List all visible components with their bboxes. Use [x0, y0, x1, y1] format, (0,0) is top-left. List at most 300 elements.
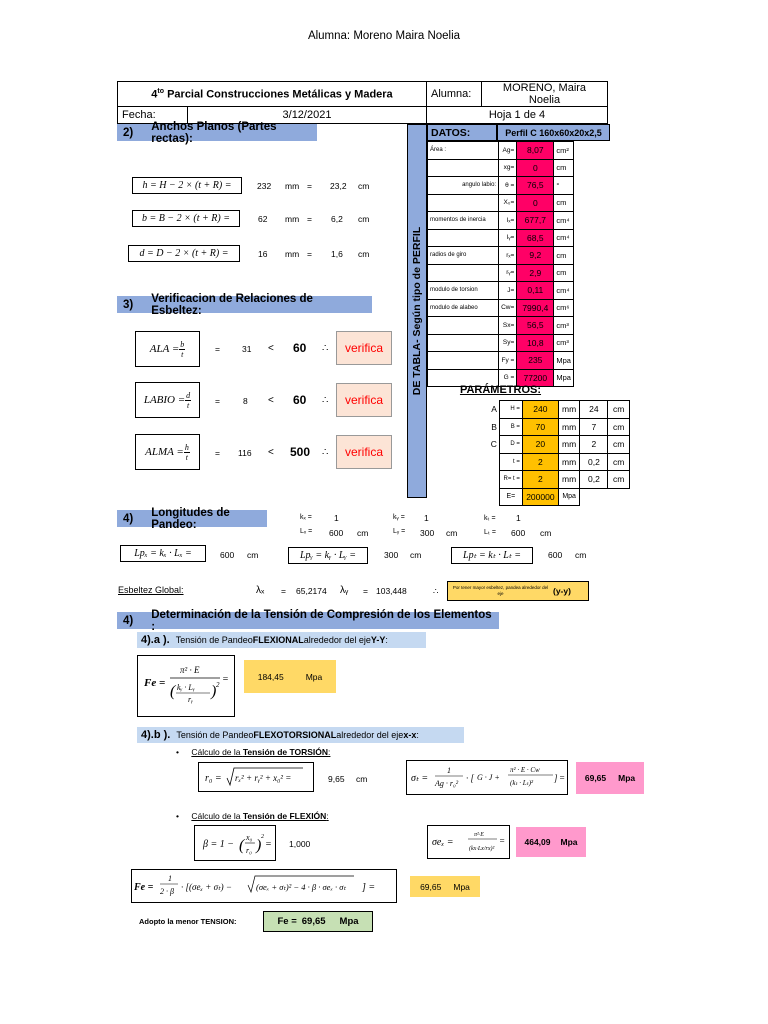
section-3-number: 3) — [123, 298, 134, 311]
labio-fraction — [185, 391, 191, 410]
datos-unit: cm⁴ — [554, 229, 574, 247]
datos-unit: Mpa — [554, 369, 574, 387]
ky-label: kᵧ = — [393, 514, 405, 521]
ly-label: Lᵧ = — [393, 528, 406, 535]
alma-num: h — [184, 442, 189, 452]
parametro-symbol: B = — [499, 418, 522, 436]
datos-unit: cm — [554, 247, 574, 265]
datos-symbol: G = — [499, 369, 517, 387]
h-mm-value: 232 — [257, 181, 272, 191]
parametro-mm-unit: mm — [558, 471, 580, 489]
fe-flexotorsional-result — [410, 876, 480, 897]
b-mm-unit: mm — [285, 214, 300, 224]
esbeltez-note — [447, 581, 589, 601]
datos-value: 2,9 — [517, 264, 554, 282]
adopt-value: 69,65 — [301, 916, 326, 927]
parametro-cm-unit: cm — [608, 453, 630, 471]
datos-row — [428, 142, 574, 160]
datos-value: 8,07 — [517, 142, 554, 160]
ala-formula — [135, 331, 200, 367]
hoja-value: Hoja 1 de 4 — [426, 107, 607, 124]
datos-unit: cm³ — [554, 334, 574, 352]
datos-row — [428, 229, 574, 247]
ala-limit: 60 — [293, 341, 307, 355]
svg-text:σeₓ =: σeₓ = — [432, 837, 454, 848]
kx-label: kₓ = — [300, 514, 312, 521]
exam-title-cell — [118, 82, 427, 107]
datos-value: 677,7 — [517, 212, 554, 230]
b-cm-unit: cm — [358, 214, 370, 224]
labio-limit: 60 — [293, 393, 307, 407]
datos-value: 10,8 — [517, 334, 554, 352]
sigma-ex-formula — [427, 825, 510, 859]
lpt-value: 600 — [548, 550, 563, 560]
exam-number: 4 — [151, 88, 158, 101]
svg-text:2: 2 — [261, 834, 264, 840]
bullet-flexion-pre: Cálculo de la — [191, 811, 243, 821]
fe-flexotorsional-unit: Mpa — [453, 881, 470, 892]
datos-desc — [428, 229, 499, 247]
labio-den: t — [187, 400, 190, 410]
section-2-header — [117, 120, 317, 145]
datos-desc: modulo de torsion — [428, 282, 499, 300]
parametro-e-symbol: E= — [499, 488, 522, 506]
parametro-e-unit: Mpa — [558, 488, 580, 506]
lx-label: Lₓ = — [300, 528, 313, 535]
alma-formula — [135, 434, 200, 470]
exam-title: Parcial Construcciones Metálicas y Madera — [167, 88, 393, 101]
lt-unit: cm — [540, 528, 552, 538]
lt-value: 600 — [511, 528, 526, 538]
lt-label: Lₜ = — [484, 529, 496, 536]
datos-row — [428, 334, 574, 352]
datos-symbol: Sx= — [499, 317, 517, 335]
fe-flexotorsional-formula — [131, 869, 397, 903]
labio-therefore: ∴ — [322, 395, 329, 406]
d-cm-unit: cm — [358, 249, 370, 259]
datos-desc: modulo de alabeo — [428, 299, 499, 317]
datos-unit: Mpa — [554, 352, 574, 370]
sub-4a-colon: : — [385, 635, 388, 645]
svg-text:1: 1 — [168, 874, 172, 883]
ala-name: ALA = — [149, 343, 180, 355]
lx-value: 600 — [329, 528, 344, 538]
section-3-title: Verificacion de Relaciones de Esbeltez: — [151, 292, 313, 317]
adopt-unit: Mpa — [339, 916, 359, 927]
datos-symbol: J= — [499, 282, 517, 300]
datos-value: 68,5 — [517, 229, 554, 247]
fe-flexional-unit: Mpa — [305, 671, 323, 682]
parametro-cm-value: 24 — [580, 401, 608, 419]
svg-text:): ) — [256, 837, 262, 854]
parametro-letter: A — [491, 404, 497, 415]
section-4b-number: 4) — [123, 614, 134, 627]
alma-den: t — [185, 452, 188, 462]
r0-unit: cm — [356, 774, 368, 784]
d-formula: d = D − 2 × (t + R) = — [128, 245, 240, 262]
datos-unit: cm⁴ — [554, 282, 574, 300]
d-mm-value: 16 — [258, 249, 268, 259]
lambda-y-value: 103,448 — [376, 586, 407, 596]
parametro-e-row — [480, 488, 630, 506]
sub-4b-colon: : — [416, 730, 419, 740]
svg-text:2: 2 — [216, 681, 220, 689]
parametro-symbol: D = — [499, 436, 522, 454]
datos-symbol: Iₓ= — [499, 212, 517, 230]
labio-value: 8 — [243, 396, 248, 406]
datos-row — [428, 352, 574, 370]
bullet-flexion — [176, 811, 329, 821]
section-4-tension-header — [117, 608, 499, 633]
parametro-mm-unit: mm — [558, 453, 580, 471]
datos-value: 76,5 — [517, 177, 554, 195]
datos-value: 0 — [517, 194, 554, 212]
parametro-value: 20 — [522, 436, 558, 454]
svg-text:=: = — [265, 839, 272, 850]
sub-4b-text-pre: Tensión de Pandeo — [176, 730, 254, 740]
datos-row — [428, 212, 574, 230]
sub-4a-label: 4).a ). — [141, 634, 170, 646]
adopt-label: Adopto la menor TENSION: — [139, 917, 237, 926]
datos-value: 77200 — [517, 369, 554, 387]
ala-therefore: ∴ — [322, 343, 329, 354]
h-mm-unit: mm — [285, 181, 300, 191]
parametro-row — [480, 418, 630, 436]
h-cm-unit: cm — [358, 181, 370, 191]
beta-formula-svg — [195, 826, 275, 860]
fe-flexional-value: 184,45 — [257, 671, 284, 682]
labio-name: LABIO = — [143, 394, 186, 406]
alma-therefore: ∴ — [322, 447, 329, 458]
bullet-torsion-bold: Tensión de TORSIÓN — [242, 747, 329, 757]
b-eq: = — [307, 214, 312, 224]
svg-text:): ) — [211, 683, 217, 700]
alma-lt: < — [268, 447, 274, 458]
fe-flexional-formula — [137, 655, 235, 717]
svg-text:1: 1 — [447, 766, 451, 775]
svg-text:(kx·Lx/rx)²: (kx·Lx/rx)² — [469, 846, 495, 852]
datos-symbol: Ag= — [499, 142, 517, 160]
kt-value: 1 — [516, 513, 521, 523]
datos-unit: cm² — [554, 142, 574, 160]
datos-row — [428, 264, 574, 282]
alma-fraction — [184, 443, 190, 462]
svg-text:kᵧ · Lᵧ: kᵧ · Lᵧ — [177, 683, 195, 692]
datos-desc: momentos de inercia — [428, 212, 499, 230]
datos-symbol: rᵧ= — [499, 264, 517, 282]
fe-flexional-formula-svg — [138, 656, 234, 716]
alma-limit: 500 — [290, 445, 311, 459]
parametro-letter: B — [491, 421, 497, 432]
bullet-torsion — [176, 747, 330, 757]
datos-symbol: xg= — [499, 159, 517, 177]
parametro-value: 70 — [522, 418, 558, 436]
parametro-row — [480, 436, 630, 454]
parametro-e-value: 200000 — [522, 488, 558, 506]
section-4a-number: 4) — [123, 512, 134, 525]
adopt-fe-label: Fe = — [277, 916, 297, 927]
alma-value: 116 — [238, 448, 252, 458]
datos-symbol: rₓ= — [499, 247, 517, 265]
svg-text:] =: ] = — [362, 882, 376, 893]
section-4b-title: Determinación de la Tensión de Compresión de los Elementos : — [151, 608, 492, 633]
sigma-t-unit: Mpa — [618, 773, 636, 783]
kx-value: 1 — [334, 513, 339, 523]
lpt-unit: cm — [575, 550, 587, 560]
section-4a-title: Longitudes de Pandeo: — [151, 506, 230, 531]
svg-text:π² · E · Cw: π² · E · Cw — [510, 766, 540, 774]
parametro-row — [480, 453, 630, 471]
ala-den: t — [181, 349, 184, 359]
parametro-cm-value: 7 — [580, 418, 608, 436]
fecha-label: Fecha: — [118, 107, 188, 124]
datos-row — [428, 177, 574, 195]
sigma-ex-value: 464,09 — [524, 837, 551, 847]
sub-4b-text-bold: FLEXOTORSIONAL — [253, 730, 337, 740]
alma-result: verifica — [336, 435, 392, 469]
datos-profile: Perfil C 160x60x20x2,5 — [497, 124, 610, 141]
lpx-value: 600 — [220, 550, 235, 560]
alumna-label: Alumna: — [426, 82, 481, 107]
svg-text:r₀ =: r₀ = — [205, 773, 222, 784]
parametro-cm-unit: cm — [608, 436, 630, 454]
datos-table — [427, 141, 574, 387]
labio-result: verifica — [336, 383, 392, 417]
datos-desc — [428, 159, 499, 177]
parametros-title — [427, 384, 574, 399]
svg-text:σₜ =: σₜ = — [411, 773, 429, 784]
parametro-symbol: H = — [499, 401, 522, 419]
lpy-formula: Lpᵧ = kᵧ · Lᵧ = — [288, 547, 368, 564]
labio-formula — [135, 382, 200, 418]
esbeltez-note-axis: (y-y) — [553, 586, 571, 596]
ala-value: 31 — [242, 344, 252, 354]
exam-sup: to — [157, 87, 165, 95]
svg-text:Fe =: Fe = — [144, 677, 166, 689]
lambda-y-symbol: λᵧ — [340, 585, 349, 596]
parametros-title-text: PARÁMETROS: — [459, 384, 542, 396]
svg-text:=: = — [559, 773, 566, 783]
labio-lt: < — [268, 395, 274, 406]
datos-unit: cm³ — [554, 317, 574, 335]
beta-value: 1,000 — [289, 839, 311, 849]
sub-4b-label: 4).b ). — [141, 729, 171, 741]
datos-row — [428, 299, 574, 317]
sub-4a-text-pre: Tensión de Pandeo — [175, 635, 253, 645]
parametro-letter — [480, 453, 499, 471]
datos-desc — [428, 194, 499, 212]
svg-text:x₀: x₀ — [246, 833, 253, 842]
ala-num: b — [180, 339, 185, 349]
svg-text:=: = — [499, 836, 506, 846]
parametro-mm-unit: mm — [558, 436, 580, 454]
svg-text:(: ( — [170, 683, 176, 700]
parametro-letter — [480, 471, 499, 489]
datos-value: 235 — [517, 352, 554, 370]
labio-eq: = — [215, 396, 220, 406]
svg-text:(σeₓ + σₜ)² − 4 · β · σeₓ · σₜ: (σeₓ + σₜ)² − 4 · β · σeₓ · σₜ — [256, 882, 346, 892]
bullet-torsion-text — [191, 747, 330, 757]
svg-text:2 · β: 2 · β — [160, 887, 174, 896]
h-cm-value: 23,2 — [330, 181, 347, 191]
parametro-row — [480, 401, 630, 419]
bullet-icon-2: • — [176, 811, 179, 821]
bullet-icon: • — [176, 747, 179, 757]
parametro-symbol: t = — [499, 453, 522, 471]
sub-4b-axis: x-x — [403, 730, 417, 740]
datos-desc — [428, 264, 499, 282]
bullet-torsion-colon: : — [328, 747, 331, 757]
datos-desc: Área : — [428, 142, 499, 160]
header-table — [117, 81, 608, 124]
section-3-header — [117, 292, 372, 317]
datos-symbol: Iᵧ= — [499, 229, 517, 247]
svg-text:rₓ² + rᵧ² + x₀² =: rₓ² + rᵧ² + x₀² = — [235, 773, 292, 783]
datos-row — [428, 194, 574, 212]
datos-desc — [428, 334, 499, 352]
datos-value: 0 — [517, 159, 554, 177]
section-2-title: Anchos Planos (Partes rectas): — [151, 120, 277, 145]
svg-text:rᵧ: rᵧ — [188, 695, 193, 704]
datos-desc — [428, 317, 499, 335]
fecha-value: 3/12/2021 — [188, 107, 427, 124]
svg-text:· [: · [ — [466, 773, 475, 783]
section-4-longitudes-header — [117, 506, 267, 531]
sub-4b-text-post: alrededor del eje — [336, 730, 404, 740]
parametros-table — [480, 400, 630, 506]
lambda-y-eq: = — [363, 586, 368, 596]
datos-unit: cm — [554, 159, 574, 177]
r0-value: 9,65 — [328, 774, 345, 784]
ala-lt: < — [268, 343, 274, 354]
svg-text:r₀: r₀ — [246, 846, 252, 855]
datos-desc: radios de giro — [428, 247, 499, 265]
datos-value: 9,2 — [517, 247, 554, 265]
parametro-mm-unit: mm — [558, 401, 580, 419]
svg-text:π²·E: π²·E — [474, 832, 484, 838]
d-cm-value: 1,6 — [331, 249, 343, 259]
datos-unit: cm — [554, 264, 574, 282]
parametro-cm-value: 0,2 — [580, 453, 608, 471]
parametro-cm-unit: cm — [608, 471, 630, 489]
parametro-e-blank — [580, 488, 630, 506]
parametro-cm-value: 0,2 — [580, 471, 608, 489]
lpx-unit: cm — [247, 550, 259, 560]
datos-symbol: X₀= — [499, 194, 517, 212]
lambda-x-symbol: λₓ — [256, 585, 265, 596]
ala-eq: = — [215, 344, 220, 354]
b-cm-value: 6,2 — [331, 214, 343, 224]
datos-row — [428, 247, 574, 265]
parametro-value: 2 — [522, 471, 558, 489]
alma-eq: = — [215, 448, 220, 458]
datos-side-label: DE TABLA- Según tipo de PERFIL — [411, 226, 424, 396]
datos-value: 0,11 — [517, 282, 554, 300]
lpx-formula: Lpₓ = kₓ · Lₓ = — [120, 545, 206, 562]
datos-value: 7990,4 — [517, 299, 554, 317]
datos-unit: cm⁶ — [554, 299, 574, 317]
sub-4a-text-post: alrededor del eje — [303, 635, 371, 645]
page-title: Alumna: Moreno Maira Noelia — [307, 30, 461, 42]
parametro-cm-value: 2 — [580, 436, 608, 454]
sigma-t-formula-svg — [407, 761, 567, 794]
ky-value: 1 — [424, 513, 429, 523]
esbeltez-label: Esbeltez Global: — [118, 585, 184, 595]
datos-row — [428, 282, 574, 300]
datos-desc — [428, 352, 499, 370]
sub-4b-header — [137, 727, 464, 743]
sub-4a-header — [137, 632, 426, 648]
datos-symbol: Sy= — [499, 334, 517, 352]
svg-text:=: = — [222, 674, 229, 685]
ly-value: 300 — [420, 528, 435, 538]
sub-4a-axis: Y-Y — [370, 635, 386, 645]
datos-row — [428, 159, 574, 177]
svg-text:G · J +: G · J + — [477, 773, 500, 782]
bullet-torsion-pre: Cálculo de la — [191, 747, 243, 757]
svg-text:(: ( — [239, 837, 245, 854]
svg-text:β = 1 −: β = 1 − — [203, 839, 234, 850]
svg-text:(kₜ · Lₜ)²: (kₜ · Lₜ)² — [510, 779, 534, 787]
parametro-cm-unit: cm — [608, 401, 630, 419]
parametro-row — [480, 471, 630, 489]
parametro-letter: C — [490, 439, 497, 450]
lx-unit: cm — [357, 528, 369, 538]
section-2-number: 2) — [123, 126, 134, 139]
r0-formula — [198, 762, 314, 792]
datos-symbol: θ = — [499, 177, 517, 195]
sub-4a-text-bold: FLEXIONAL — [252, 635, 304, 645]
datos-symbol: Cw= — [499, 299, 517, 317]
lpy-unit: cm — [410, 550, 422, 560]
svg-text:π² · E: π² · E — [180, 665, 200, 675]
kt-label: kₜ = — [484, 515, 496, 522]
datos-unit: ° — [554, 177, 574, 195]
sigma-t-value: 69,65 — [584, 773, 607, 783]
h-formula: h = H − 2 × (t + R) = — [132, 177, 242, 194]
lambda-x-eq: = — [281, 586, 286, 596]
fe-flexotorsional-value: 69,65 — [420, 881, 442, 892]
adopt-result — [263, 911, 373, 932]
parametro-e-spacer — [480, 488, 499, 506]
parametro-mm-unit: mm — [558, 418, 580, 436]
r0-formula-svg — [199, 763, 313, 791]
b-formula: b = B − 2 × (t + R) = — [132, 210, 240, 227]
esbeltez-note-text: Por tener mayor esbeltez, pandea alrededor del eje — [452, 585, 549, 596]
esbeltez-therefore: ∴ — [433, 586, 439, 596]
h-eq: = — [307, 181, 312, 191]
datos-value: 56,5 — [517, 317, 554, 335]
bullet-flexion-text — [191, 811, 328, 821]
sigma-t-result — [576, 762, 644, 794]
svg-text:Ag · r₀²: Ag · r₀² — [435, 779, 459, 788]
alma-name: ALMA = — [145, 446, 184, 458]
d-mm-unit: mm — [285, 249, 300, 259]
parametro-value: 2 — [522, 453, 558, 471]
b-mm-value: 62 — [258, 214, 268, 224]
datos-unit: cm⁴ — [554, 212, 574, 230]
svg-text:Fe =: Fe = — [134, 882, 154, 893]
parametro-symbol: R= t = — [499, 471, 522, 489]
lpy-value: 300 — [384, 550, 399, 560]
fe-flexotorsional-formula-svg — [132, 870, 396, 902]
ala-fraction — [179, 340, 185, 359]
lambda-x-value: 65,2174 — [296, 586, 327, 596]
svg-text:]: ] — [554, 773, 558, 783]
fe-flexional-result — [244, 660, 336, 693]
ly-unit: cm — [446, 528, 458, 538]
parametro-value: 240 — [522, 401, 558, 419]
